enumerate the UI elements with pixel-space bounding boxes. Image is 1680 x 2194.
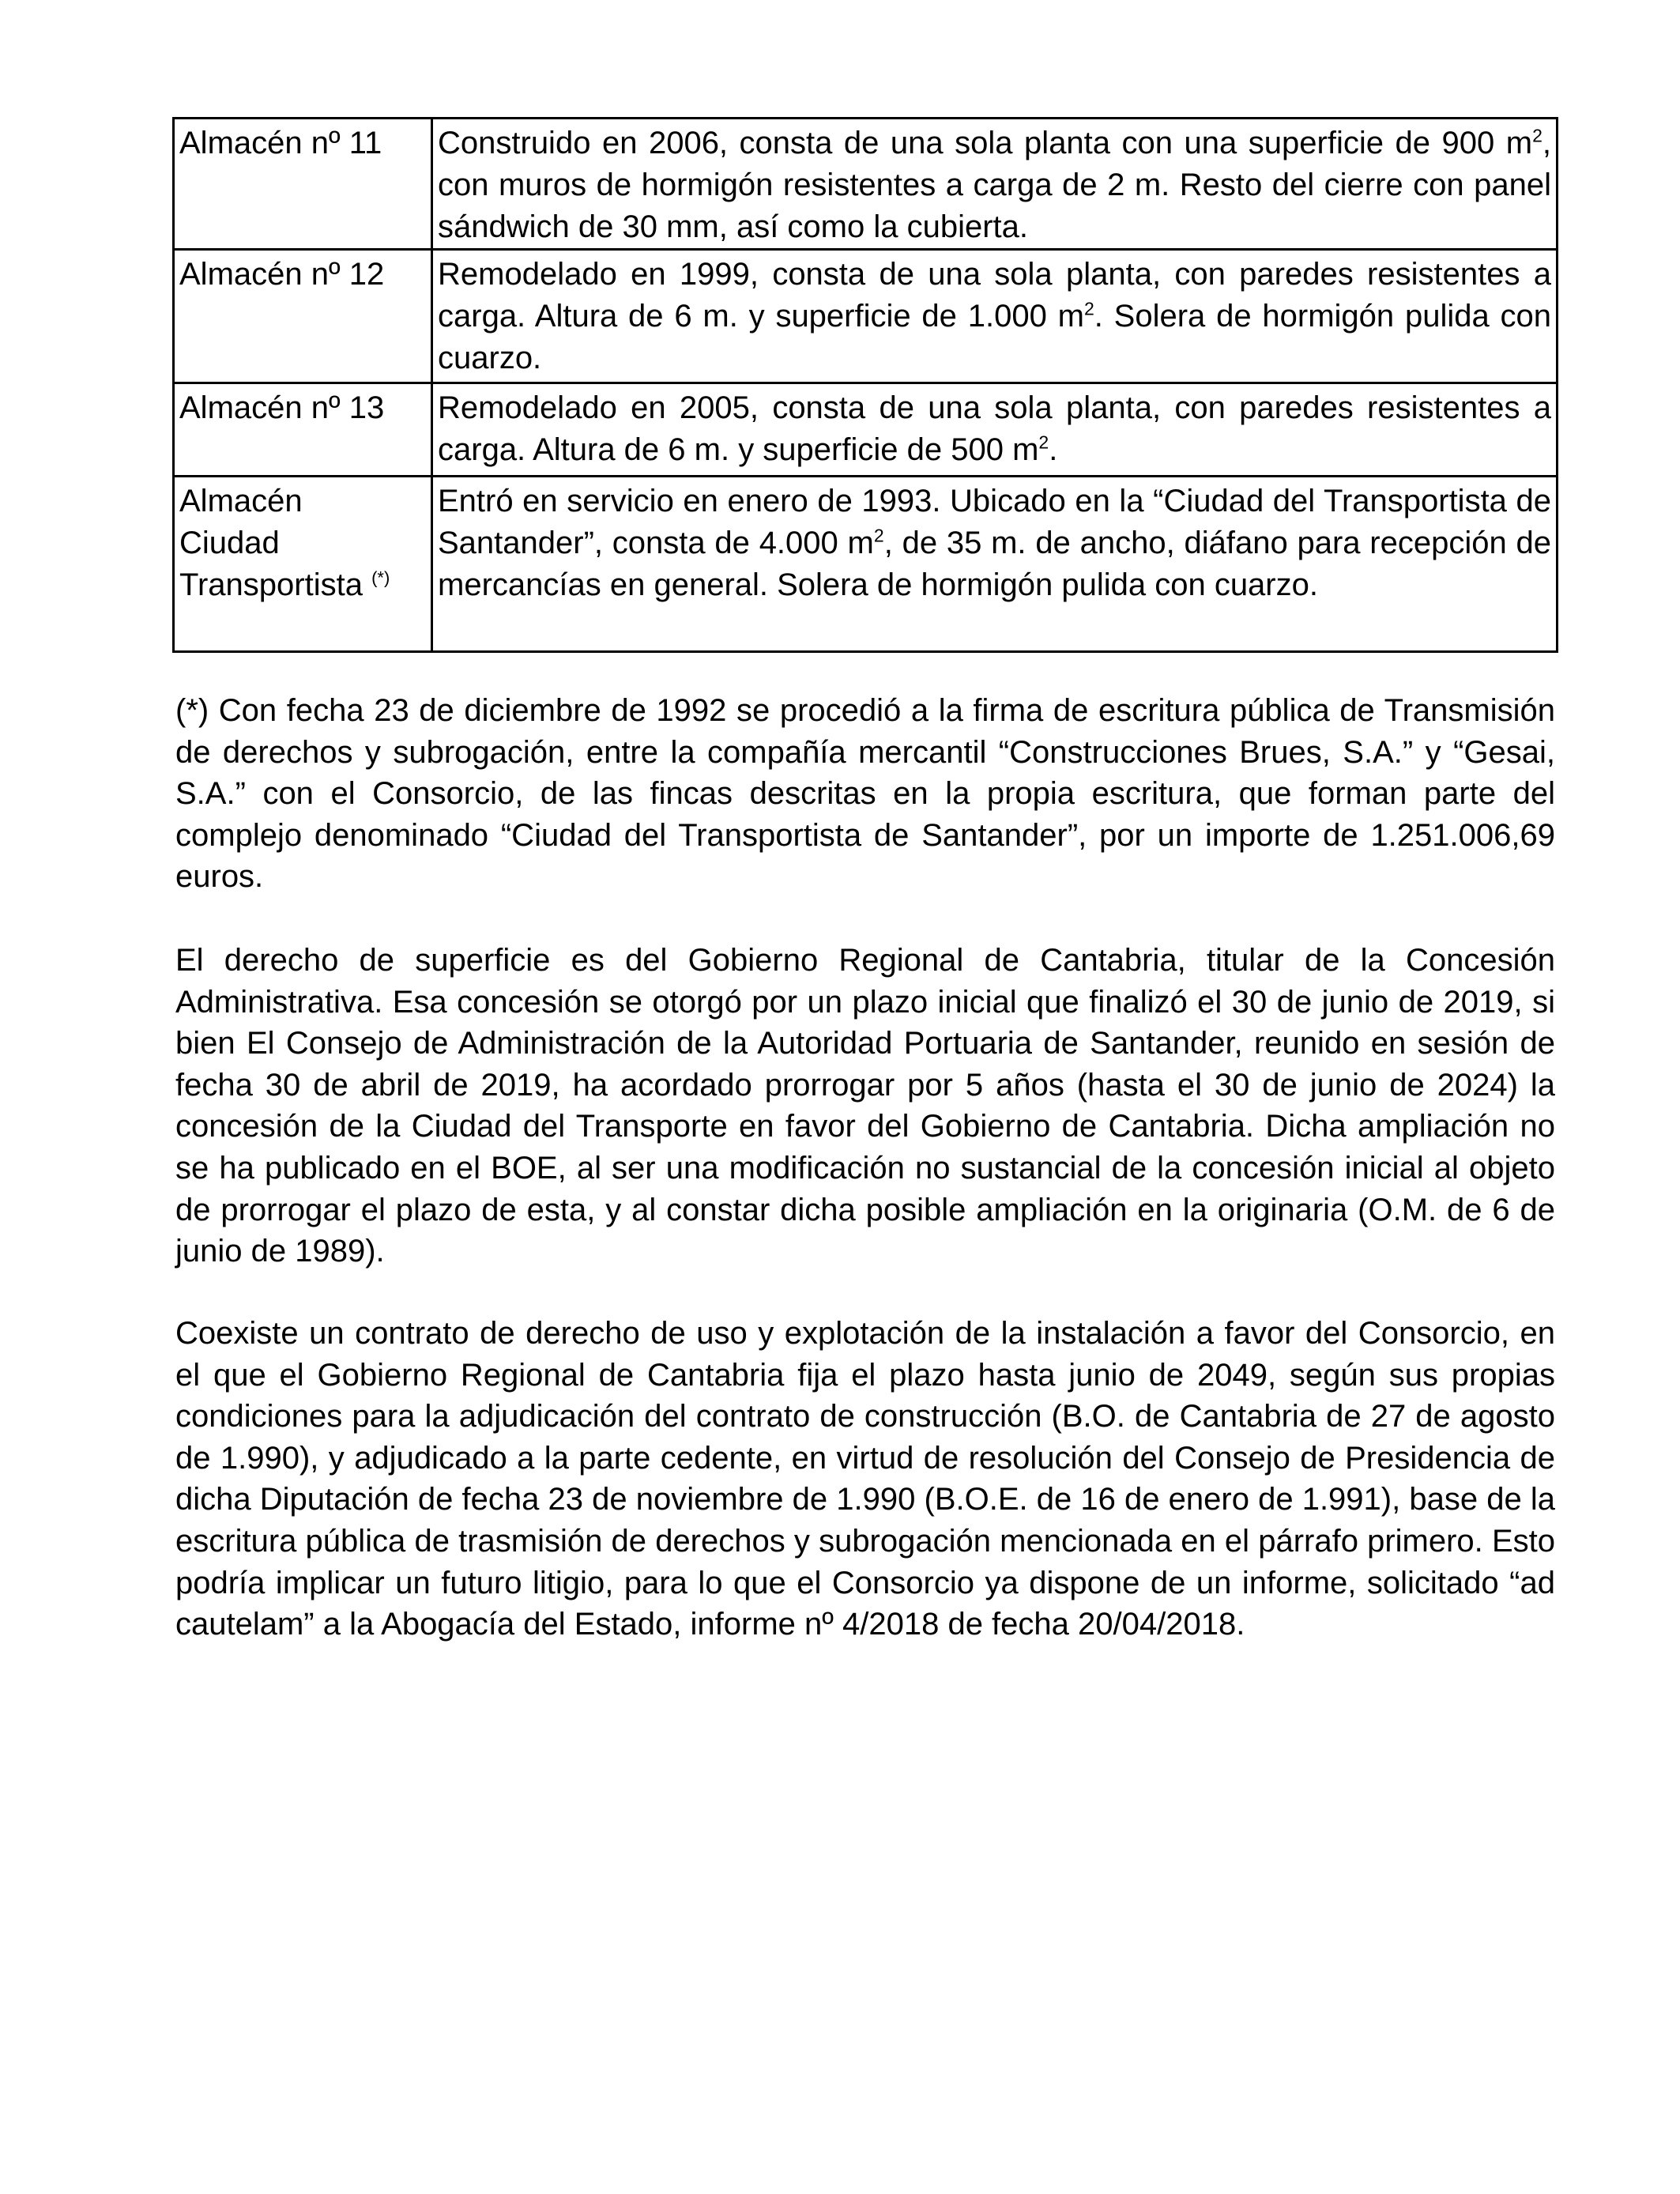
superscript: 2 (1083, 298, 1094, 319)
warehouse-name: Almacén nº 13 (174, 383, 432, 477)
warehouse-description: Entró en servicio en enero de 1993. Ubicado en la “Ciudad del Transportista de Santander”, consta de 4.000 $m^2$, de 35 m. de ancho, diáfano para recepción de mercancías en general. Solera de hormigón pulida con cuarzo. (432, 477, 1558, 652)
warehouse-description: Construido en 2006, consta de una sola planta con una superficie de 900 $m^2$, con muros de hormigón resistentes a carga de 2 m. Resto del cierre con panel sándwich de 30 mm, así como la cubierta. (432, 119, 1558, 250)
table-row (174, 383, 1558, 477)
superscript: 2 (1532, 125, 1543, 146)
warehouse-description: Remodelado en 2005, consta de una sola planta, con paredes resistentes a carga. Altura de 6 m. y superficie de 500 $m^2$. (432, 383, 1558, 477)
warehouse-name: Almacén nº 11 (174, 119, 432, 250)
superscript: 2 (1038, 432, 1049, 453)
table-row (174, 250, 1558, 383)
surface-right-paragraph: El derecho de superficie es del Gobierno Regional de Cantabria, titular de la Concesión Administrativa. Esa concesión se otorgó por un plazo inicial que finalizó el 30 de junio de 2019, si bien El Consejo de Administración de la Autoridad Portuaria de Santander, reunido en sesión de fecha 30 de abril de 2019, ha acordado prorrogar por 5 años (hasta el 30 de junio de 2024) la concesión de la Ciudad del Transporte en favor del Gobierno de Cantabria. Dicha ampliación no se ha publicado en el BOE, al ser una modificación no sustancial de la concesión inicial al objeto de prorrogar el plazo de esta, y al constar dicha posible ampliación en la originaria (O.M. de 6 de junio de 1989). (175, 943, 1555, 1269)
warehouse-description: Remodelado en 1999, consta de una sola planta, con paredes resistentes a carga. Altura de 6 m. y superficie de 1.000 $m^2$. Solera de hormigón pulida con cuarzo. (432, 250, 1558, 383)
footnote-marker: (*) (371, 567, 390, 588)
superscript: 2 (873, 525, 884, 546)
table-row (174, 477, 1558, 652)
warehouse-table (172, 117, 1558, 653)
warehouse-name: Almacén nº 12 (174, 250, 432, 383)
table-row (174, 119, 1558, 250)
footnote-paragraph: (*) Con fecha 23 de diciembre de 1992 se procedió a la firma de escritura pública de Transmisión de derechos y subrogación, entre la compañía mercantil “Construcciones Brues, S.A.” y “Gesai, S.A.” con el Consorcio, de las fincas descritas en la propia escritura, que forman parte del complejo denominado “Ciudad del Transportista de Santander”, por un importe de 1.251.006,69 euros. (175, 693, 1555, 895)
usage-contract-paragraph: Coexiste un contrato de derecho de uso y explotación de la instalación a favor del Consorcio, en el que el Gobierno Regional de Cantabria fija el plazo hasta junio de 2049, según sus propias condiciones para la adjudicación del contrato de construcción (B.O. de Cantabria de 27 de agosto de 1.990), y adjudicado a la parte cedente, en virtud de resolución del Consejo de Presidencia de dicha Diputación de fecha 23 de noviembre de 1.990 (B.O.E. de 16 de enero de 1.991), base de la escritura pública de trasmisión de derechos y subrogación mencionada en el párrafo primero. Esto podría implicar un futuro litigio, para lo que el Consorcio ya dispone de un informe, solicitado “ad cautelam” a la Abogacía del Estado, informe nº 4/2018 de fecha 20/04/2018. (175, 1316, 1555, 1642)
warehouse-name: Almacén Ciudad Transportista (*) (174, 477, 432, 652)
